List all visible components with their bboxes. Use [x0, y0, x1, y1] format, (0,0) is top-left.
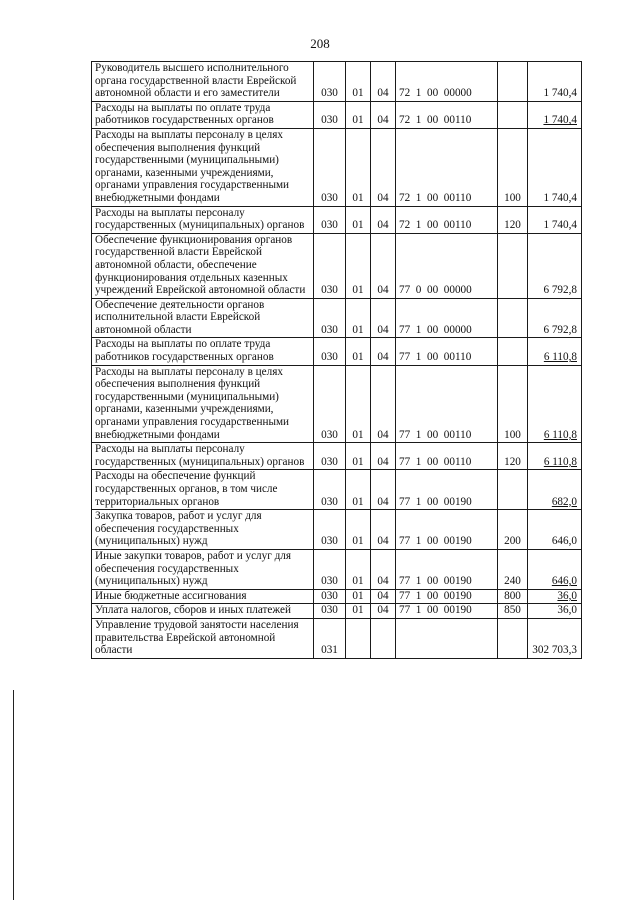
- subsection-code: 04: [371, 589, 396, 604]
- expense-type-code: 850: [498, 604, 528, 619]
- target-article-code: 77 1 00 00110: [396, 443, 498, 470]
- expense-type-code: [498, 338, 528, 365]
- target-article-code: 72 1 00 00110: [396, 206, 498, 233]
- row-name: Руководитель высшего исполнительного органа государственной власти Еврейской автономной области и его заместители: [92, 62, 314, 102]
- ministry-code: 030: [314, 470, 346, 510]
- row-name: Расходы на выплаты персоналу государственных (муниципальных) органов: [92, 443, 314, 470]
- amount: 6 792,8: [528, 233, 582, 298]
- expense-type-code: [498, 233, 528, 298]
- expense-type-code: 120: [498, 443, 528, 470]
- budget-table: [91, 61, 582, 659]
- amount: 682,0: [528, 470, 582, 510]
- ministry-code: 030: [314, 365, 346, 443]
- target-article-code: 77 1 00 00000: [396, 298, 498, 338]
- table-row: [92, 589, 582, 604]
- row-name: Иные бюджетные ассигнования: [92, 589, 314, 604]
- ministry-code: 030: [314, 101, 346, 128]
- section-code: 01: [346, 128, 371, 206]
- table-row: [92, 298, 582, 338]
- amount: 6 110,8: [528, 338, 582, 365]
- subsection-code: 04: [371, 338, 396, 365]
- target-article-code: 77 1 00 00190: [396, 589, 498, 604]
- subsection-code: 04: [371, 604, 396, 619]
- row-name: Расходы на обеспечение функций государственных органов, в том числе территориальных органов: [92, 470, 314, 510]
- expense-type-code: 200: [498, 510, 528, 550]
- row-name: Расходы на выплаты персоналу в целях обеспечения выполнения функций государственными (муниципальными) органами, казенными учреждениями, органами управления государственными внебюджетными фондами: [92, 365, 314, 443]
- expense-type-code: [498, 298, 528, 338]
- section-code: [346, 618, 371, 658]
- ministry-code: 030: [314, 443, 346, 470]
- row-name: Расходы на выплаты по оплате труда работников государственных органов: [92, 338, 314, 365]
- ministry-code: 030: [314, 128, 346, 206]
- table-row: [92, 443, 582, 470]
- section-code: 01: [346, 443, 371, 470]
- table-row: [92, 62, 582, 102]
- amount: 6 110,8: [528, 365, 582, 443]
- table-row: [92, 338, 582, 365]
- amount: 1 740,4: [528, 62, 582, 102]
- table-row: [92, 101, 582, 128]
- amount: 6 792,8: [528, 298, 582, 338]
- table-row: [92, 128, 582, 206]
- subsection-code: 04: [371, 206, 396, 233]
- ministry-code: 030: [314, 206, 346, 233]
- section-code: 01: [346, 365, 371, 443]
- amount: 302 703,3: [528, 618, 582, 658]
- row-name: Обеспечение деятельности органов исполнительной власти Еврейской автономной области: [92, 298, 314, 338]
- subsection-code: 04: [371, 470, 396, 510]
- expense-type-code: [498, 618, 528, 658]
- amount: 6 110,8: [528, 443, 582, 470]
- ministry-code: 030: [314, 298, 346, 338]
- ministry-code: 030: [314, 62, 346, 102]
- target-article-code: 77 1 00 00190: [396, 510, 498, 550]
- subsection-code: 04: [371, 298, 396, 338]
- row-name: Управление трудовой занятости населения правительства Еврейской автономной области: [92, 618, 314, 658]
- section-code: 01: [346, 101, 371, 128]
- subsection-code: 04: [371, 233, 396, 298]
- ministry-code: 030: [314, 549, 346, 589]
- amount: 646,0: [528, 510, 582, 550]
- ministry-code: 030: [314, 589, 346, 604]
- expense-type-code: 120: [498, 206, 528, 233]
- amount: 36,0: [528, 589, 582, 604]
- subsection-code: 04: [371, 443, 396, 470]
- row-name: Закупка товаров, работ и услуг для обеспечения государственных (муниципальных) нужд: [92, 510, 314, 550]
- subsection-code: 04: [371, 510, 396, 550]
- table-row: [92, 549, 582, 589]
- amount: 646,0: [528, 549, 582, 589]
- expense-type-code: 240: [498, 549, 528, 589]
- margin-line: [13, 690, 14, 900]
- subsection-code: 04: [371, 101, 396, 128]
- expense-type-code: 800: [498, 589, 528, 604]
- row-name: Расходы на выплаты по оплате труда работников государственных органов: [92, 101, 314, 128]
- subsection-code: 04: [371, 365, 396, 443]
- target-article-code: [396, 618, 498, 658]
- ministry-code: 030: [314, 510, 346, 550]
- section-code: 01: [346, 206, 371, 233]
- section-code: 01: [346, 470, 371, 510]
- table-row: [92, 618, 582, 658]
- subsection-code: 04: [371, 128, 396, 206]
- ministry-code: 031: [314, 618, 346, 658]
- section-code: 01: [346, 589, 371, 604]
- section-code: 01: [346, 298, 371, 338]
- ministry-code: 030: [314, 233, 346, 298]
- target-article-code: 77 0 00 00000: [396, 233, 498, 298]
- target-article-code: 72 1 00 00000: [396, 62, 498, 102]
- amount: 1 740,4: [528, 128, 582, 206]
- target-article-code: 77 1 00 00110: [396, 338, 498, 365]
- table-row: [92, 470, 582, 510]
- ministry-code: 030: [314, 338, 346, 365]
- subsection-code: [371, 618, 396, 658]
- table-body: [92, 62, 582, 659]
- section-code: 01: [346, 510, 371, 550]
- target-article-code: 72 1 00 00110: [396, 128, 498, 206]
- row-name: Иные закупки товаров, работ и услуг для обеспечения государственных (муниципальных) нужд: [92, 549, 314, 589]
- row-name: Расходы на выплаты персоналу в целях обеспечения выполнения функций государственными (муниципальными) органами, казенными учреждениями, органами управления государственными внебюджетными фондами: [92, 128, 314, 206]
- table-row: [92, 233, 582, 298]
- table-row: [92, 365, 582, 443]
- section-code: 01: [346, 604, 371, 619]
- table-row: [92, 206, 582, 233]
- amount: 1 740,4: [528, 101, 582, 128]
- row-name: Обеспечение функционирования органов государственной власти Еврейской автономной области, обеспечение функционирования отдельных казенных учреждений Еврейской автономной области: [92, 233, 314, 298]
- expense-type-code: [498, 62, 528, 102]
- subsection-code: 04: [371, 549, 396, 589]
- amount: 36,0: [528, 604, 582, 619]
- target-article-code: 77 1 00 00110: [396, 365, 498, 443]
- section-code: 01: [346, 338, 371, 365]
- section-code: 01: [346, 62, 371, 102]
- expense-type-code: 100: [498, 128, 528, 206]
- row-name: Уплата налогов, сборов и иных платежей: [92, 604, 314, 619]
- expense-type-code: [498, 470, 528, 510]
- subsection-code: 04: [371, 62, 396, 102]
- amount: 1 740,4: [528, 206, 582, 233]
- ministry-code: 030: [314, 604, 346, 619]
- target-article-code: 77 1 00 00190: [396, 470, 498, 510]
- expense-type-code: 100: [498, 365, 528, 443]
- target-article-code: 72 1 00 00110: [396, 101, 498, 128]
- target-article-code: 77 1 00 00190: [396, 604, 498, 619]
- table-row: [92, 604, 582, 619]
- section-code: 01: [346, 549, 371, 589]
- table-row: [92, 510, 582, 550]
- row-name: Расходы на выплаты персоналу государственных (муниципальных) органов: [92, 206, 314, 233]
- expense-type-code: [498, 101, 528, 128]
- section-code: 01: [346, 233, 371, 298]
- page-number: 208: [310, 36, 330, 51]
- target-article-code: 77 1 00 00190: [396, 549, 498, 589]
